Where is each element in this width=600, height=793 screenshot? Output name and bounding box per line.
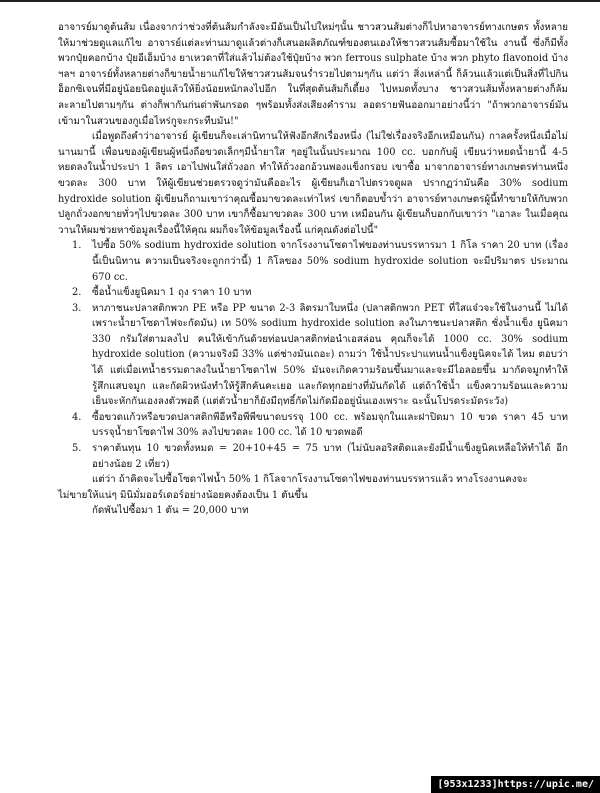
closing-line-1: แต่ว่า ถ้าคิดจะไปซื้อโซดาไฟน้ำ 50% 1 กิโลจากโรงงานโซดาไฟของท่านบรรหารแล้ว ทางโรงงานคงจะ [92,474,528,486]
list-item [58,301,568,410]
paragraph-1: อาจารย์มาดูต้นส้ม เนื่องจากว่าช่วงที่ต้นส้มกำลังจะมีอันเป็นไปใหม่ๆนั้น ชาวสวนส้มต่างก็ไปหาอาจารย์ทางเกษตร ทั้งหลายให้มาช่วยดูแลแก้ไข อาจารย์แต่ละท่านมาดูแล้วต่างก็เสนอผลิตภัณฑ์ของตนเองให้ชาวสวนส้มซื้อมาใช้ใน งานนี้ ซึ่งก็มีทั้งพวกปุ๋ยคอกบ้าง ปุ๋ยอีเอ็มบ้าง ยาเหวดาที่ใส่แล้วไม่ต้องใช้ปุ๋ยบ้าง พวก ferrous sulphate บ้าง พวก phyto flavonoid บ้าง ฯลฯ อาจารย์ทั้งหลายต่างก็ขายน้ำยาแก้ไขให้ชาวสวนส้มจนร่ำรวยไปตามๆกัน แต่ว่า สิ่งเหล่านี้ ก็ล้วนแล้วแต่เป็นสิ่งที่ไปกินอ็อกซิเจนที่มีอยู่น้อยนิดอยู่แล้วให้ยิ่งน้อยหนักลงไปอีก ในที่สุดต้นส้มก็เดี้ยง ไปหมดทั้งบาง ชาวสวนส้มทั้งหลายต่างก็ล้มละลายไปตามๆกัน ต่างก็พากันก่นด่าพันกรอด ๆพร้อมทั้งส่งเสียงคำราม ลอดรายฟันออกมาอย่างนี้ว่า "ถ้าพวกอาจารย์มันเข้ามาในสวนของกูเมื่อไหร่กูจะกระทืบมัน!" [58,22,568,127]
list-item-text: ซื้อขวดแก้วหรือขวดปลาสติกพีอีหรือพีพีขนาดบรรจุ 100 cc. พร้อมจุกในและฝาปิดมา 10 ขวด ราคา 45 บาท บรรจุน้ำยาโซดาไฟ 30% ลงไปขวดละ 100 cc. ได้ 10 ขวดพอดี [92,411,568,439]
list-item-number: 2. [72,287,82,299]
list-item-number: 3. [72,302,82,314]
list-item-text: ซื้อน้ำแข็งยูนิคมา 1 ถุง ราคา 10 บาท [92,287,252,299]
list-item [58,441,568,472]
closing-lines [58,472,568,519]
list-item [58,238,568,285]
list-item-number: 5. [72,443,82,455]
closing-line-2: ไม่ขายให้แน่ๆ มินิมั่มออร์เดอร์อย่างน้อยคงต้องเป็น 1 ตันขึ้น [58,489,308,501]
list-item-number: 1. [72,240,82,252]
list-item-text: หาภาชนะปลาสติกพวก PE หรือ PP ขนาด 2-3 ลิตรมาใบหนึ่ง (ปลาสติกพวก PET ที่ใสแจ๋วจะใช้ในงานนี้ ไม่ได้เพราะน้ำยาโซดาไฟจะกัดมัน) เท 50% sodium hydroxide solution ลงในภาชนะปลาสติก ชั่งน้ำแข็ง ยูนิคมา 330 กรัมใส่ตามลงไป คนให้เข้ากันด้วยท่อนปลาสติกท่อนำเอสล่อน คุณก็จะได้ 1000 cc. 30% sodium hydroxide solution (ความจริงมี 33% แต่ช่างมันเถอะ) ถามว่า ใช้น้ำประปาแทนน้ำแข็งยูนิคจะได้ ไหม ตอบว่าได้ แต่เมื่อเทน้ำธรรมดาลงในน้ำยาโซดาไฟ 50% มันจะเกิดความร้อนขึ้นมาและจะมีไอลอยขึ้น มากัดจมูกทำให้รู้สึกแสบจมูก และกัดผิวหนังทำให้รู้สึกคันคะเยอ และกัดทุกอย่างที่มันกัดได้ แต่ถ้าใช้น้ำ แข็งความร้อนและความเย็นจะหักกันเองลงตัวพอดี (แต่ตัวน้ำยาก็ยังมีฤทธิ์กัดไม่กัดมีออยู่นั่นเองเพราะ ฉะนั้นโปรดระมัดระวัง) [92,302,568,408]
list-item [58,410,568,441]
list-item-text: ไปซื้อ 50% sodium hydroxide solution จากโรงงานโซดาไฟของท่านบรรหารมา 1 กิโล ราคา 20 บาท (เรื่องนี้เป็นนิทาน ความเป็นจริงจะถูกกว่านี้) 1 กิโลของ 50% sodium hydroxide solution จะมีปริมาตร ประมาณ 670 cc. [92,240,568,283]
closing-line-3: กัดพันไปซื้อมา 1 ตัน = 20,000 บาท [92,505,249,517]
numbered-list [58,238,568,472]
list-item [58,285,568,301]
list-item-text: ราคาต้นทุน 10 ขวดทั้งหมด = 20+10+45 = 75 บาท (ไม่นับลอริสติดและยังมีน้ำแข็งยูนิคเหลือให้ทำได้ อีกอย่างน้อย 2 เที่ยว) [92,443,568,470]
document-body [58,20,568,519]
list-item-number: 4. [72,411,82,423]
paragraph-2: เมื่อพูดถึงคำว่าอาจารย์ ผู้เขียนก็จะเล่านิทานให้ฟังอีกสักเรื่องหนึ่ง (ไม่ใช่เรื่องจริงอีกเหมือนกัน) กาลครั้งหนึ่งเมื่อไม่นานมานี้ เพื่อนของผู้เขียนผู้หนึ่งถือขวดเล็กๆมีน้ำยาใส ๆอยู่ในนั้นประมาณ 100 cc. บอกกับผู้ เขียนว่าหยดน้ำยานี้ 4-5 หยดลงในน้ำประปา 1 ลิตร เอาไปพ่นใส่ถั่วงอก ทำให้ถั่วงอกอ้วนพองแข็งกรอบ เขาซื้อ มาจากอาจารย์ทางเกษตรท่านหนึ่งขวดละ 300 บาท ให้ผู้เขียนช่วยตรวจดูว่ามันคืออะไร ผู้เขียนก็เอาไปตรวจดูผล ปรากฏว่ามันคือ 30% sodium hydroxide solution ผู้เขียนก็ถามเขาว่าคุณซื้อมาขวดละเท่าไหร่ เขาก็ตอบข้ำว่า อาจารย์ทางเกษตรผู้นี้ทำขายให้กับพวกปลูกถั่วงอกขายทั่วๆไปขวดละ 300 บาท เขาก็ซื้อมาขวดละ 300 บาท เหมือนกัน ผู้เขียนก็บอกกับเขาว่า "เอาละ ในเมื่อคุณวานให้ผมช่วยหาข้อมูลเรื่องนี้ให้คุณ ผมก็จะให้ข้อมูลเรื่องนี้ แก่คุณดังต่อไปนี้" [58,131,568,236]
image-host-watermark: [953x1233]https://upic.me/ [431,776,600,793]
